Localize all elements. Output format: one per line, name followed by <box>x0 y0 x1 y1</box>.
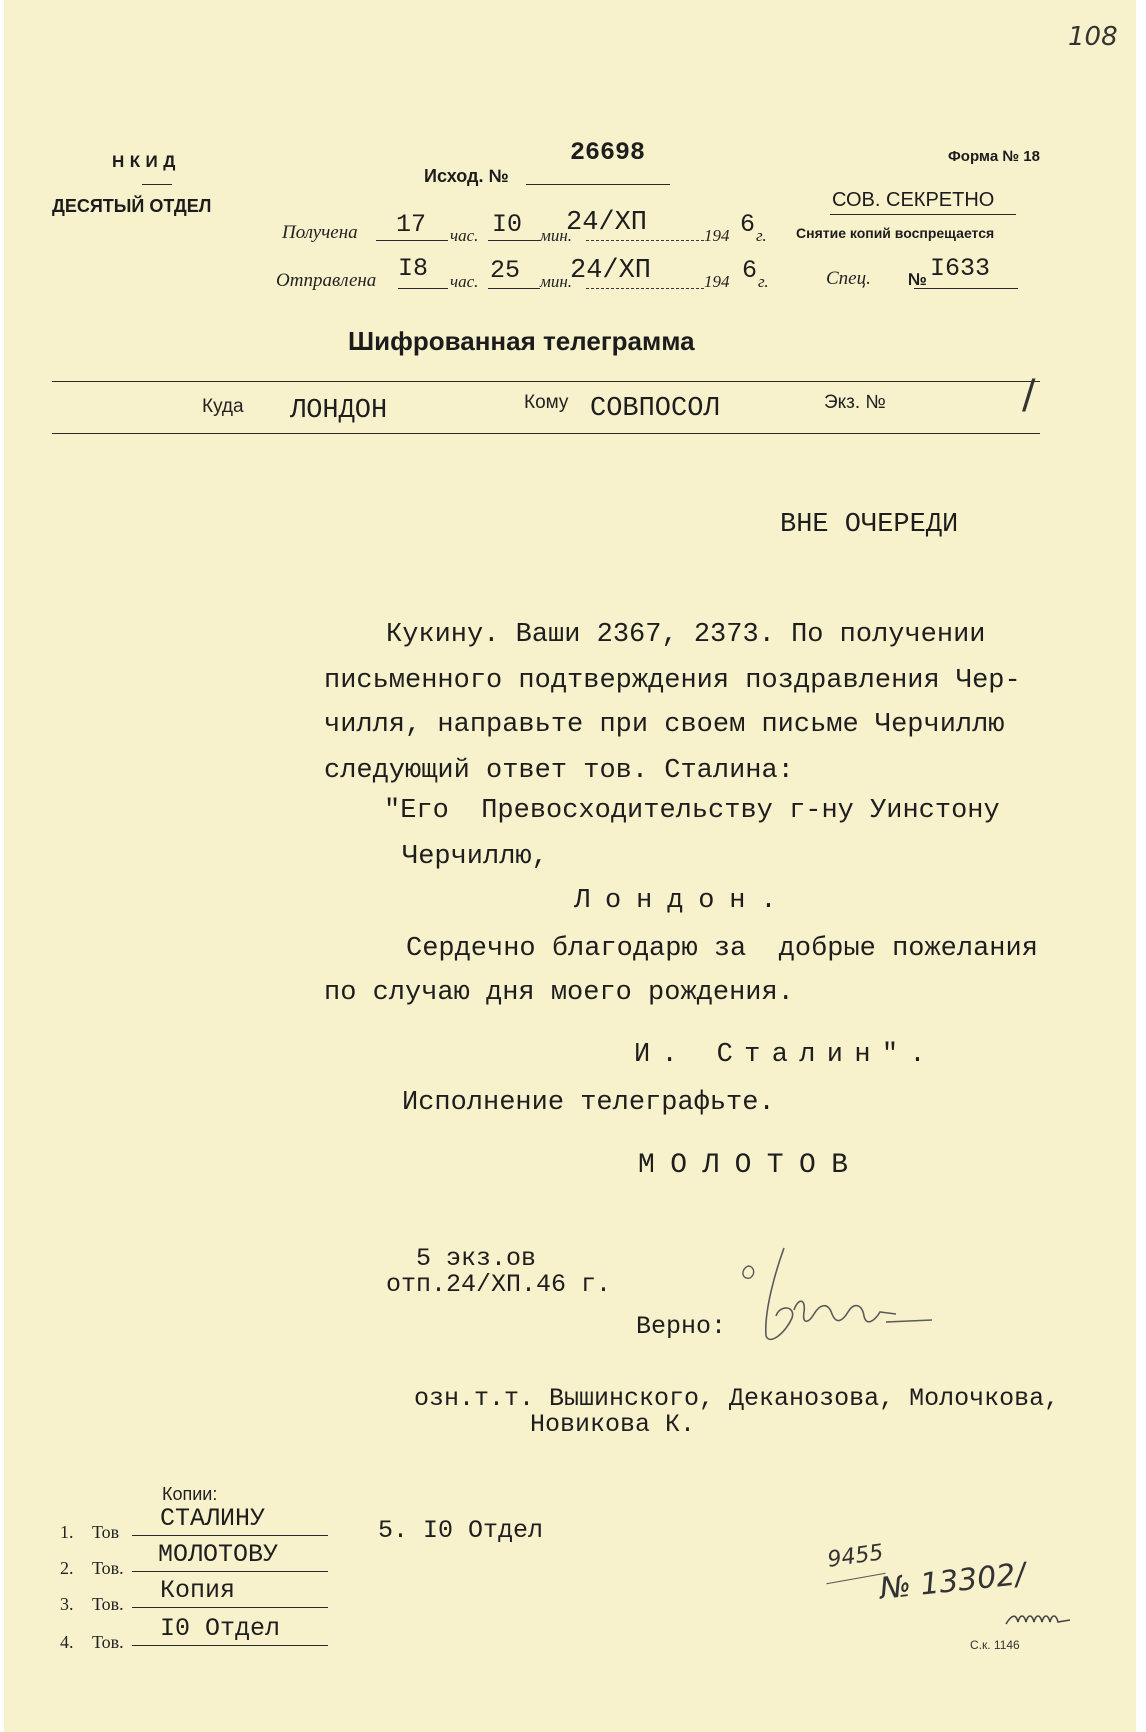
address-rule-top <box>52 381 1040 382</box>
sent-note: отп.24/ХП.46 г. <box>386 1270 612 1299</box>
body-line-2: письменного подтверждения поздравления Чер- <box>324 666 1021 696</box>
received-hour-label: час. <box>450 226 479 245</box>
quote-signature: И. Сталин". <box>634 1040 937 1070</box>
received-min: I0 <box>492 210 523 239</box>
received-date-line <box>586 240 704 241</box>
quote-addressee-1: "Его Превосходительству г-ну Уинстону <box>384 796 1000 826</box>
copy-2-name: МОЛОТОВУ <box>158 1540 279 1569</box>
copy-label: Экз. № <box>824 392 886 413</box>
outgoing-underline <box>526 184 670 185</box>
secrecy-underline <box>830 214 1016 215</box>
received-year-suffix: г. <box>756 226 767 245</box>
quote-line-2: по случаю дня моего рождения. <box>324 978 794 1008</box>
sent-min: 25 <box>490 256 521 285</box>
body-line-3: чилля, направьте при своем письме Черчиллю <box>324 710 1005 740</box>
address-rule-bottom <box>52 433 1040 434</box>
sent-year-suffix: г. <box>758 272 769 291</box>
copy-4-num: 4. <box>60 1632 74 1652</box>
print-mark: С.к. 1146 <box>970 1638 1020 1652</box>
sent-hour-label: час. <box>450 272 479 291</box>
hand-number-1: 9455 <box>826 1540 885 1573</box>
page-number: 108 <box>1068 22 1118 52</box>
sent-date-line <box>586 288 704 289</box>
body-line-4: следующий ответ тов. Сталина: <box>324 756 794 786</box>
spec-underline <box>914 288 1018 289</box>
acquainted-line-1: озн.т.т. Вышинского, Деканозова, Молочкова, <box>414 1384 1060 1413</box>
copy-mark: / <box>1022 372 1036 418</box>
quote-line-1: Сердечно благодарю за добрые пожелания <box>406 934 1038 964</box>
copy-4-name: I0 Отдел <box>160 1614 281 1643</box>
telegram-sheet <box>4 0 1136 1732</box>
received-hour: 17 <box>396 210 427 239</box>
sent-label: Отправлена <box>276 270 377 291</box>
received-min-label: мин. <box>540 226 573 245</box>
spec-number-label: № <box>908 270 927 289</box>
sent-year-digit: 6 <box>742 256 758 285</box>
dept-line1: НКИД <box>112 152 181 171</box>
form-label: Форма № 18 <box>948 148 1040 165</box>
copy-3-num: 3. <box>60 1594 74 1614</box>
verified-signature <box>794 1330 796 1331</box>
received-year-label: 194 <box>704 226 730 245</box>
copy-notice: Снятие копий воспрещается <box>796 225 995 241</box>
received-hour-line <box>376 240 448 241</box>
received-year-digit: 6 <box>740 210 756 239</box>
copy-2-prefix: Тов. <box>92 1558 124 1578</box>
body-line-1: Кукину. Ваши 2367, 2373. По получении <box>386 620 986 650</box>
copy-1-prefix: Тов <box>92 1522 120 1542</box>
spec-number: I633 <box>930 254 991 283</box>
sent-hour: I8 <box>398 254 429 283</box>
instruction: Исполнение телеграфьте. <box>402 1088 775 1118</box>
received-label: Получена <box>282 222 358 243</box>
sent-min-label: мин. <box>540 272 573 291</box>
copy-4-line <box>132 1645 328 1646</box>
copy-1-line <box>132 1535 328 1536</box>
outgoing-label: Исход. № <box>424 166 509 186</box>
outgoing-number: 26698 <box>570 138 646 167</box>
to-whom-label: Кому <box>524 392 569 413</box>
to-place: ЛОНДОН <box>290 396 388 426</box>
sent-hour-line <box>398 288 448 289</box>
copy-3-line <box>132 1607 328 1608</box>
to-place-label: Куда <box>202 396 244 417</box>
received-min-line <box>488 240 540 241</box>
received-date: 24/ХП <box>566 208 648 238</box>
to-whom: СОВПОСОЛ <box>590 394 720 424</box>
acquainted-line-2: Новикова К. <box>530 1410 696 1439</box>
copy-1-num: 1. <box>60 1522 74 1542</box>
copy-5: 5. I0 Отдел <box>378 1516 544 1545</box>
quote-city: Лондон. <box>574 886 792 916</box>
sender-signature: МОЛОТОВ <box>638 1150 864 1181</box>
hand-initials-scribble <box>1004 1596 1074 1630</box>
verified-label: Верно: <box>636 1312 727 1341</box>
copy-2-num: 2. <box>60 1558 74 1578</box>
copy-3-name: Копия <box>160 1576 236 1605</box>
copy-1-name: СТАЛИНУ <box>160 1504 266 1533</box>
secrecy-stamp: СОВ. СЕКРЕТНО <box>832 189 995 211</box>
spec-label: Спец. <box>826 268 871 289</box>
hand-number-1-underline <box>826 1573 885 1584</box>
document-title: Шифрованная телеграмма <box>348 326 695 356</box>
dept-line2: ДЕСЯТЫЙ ОТДЕЛ <box>52 196 212 216</box>
verifier-signature-drawing <box>736 1240 946 1360</box>
priority-marking: ВНЕ ОЧЕРЕДИ <box>780 510 959 540</box>
sent-year-label: 194 <box>704 272 730 291</box>
copy-3-prefix: Тов. <box>92 1594 124 1614</box>
copies-count: 5 экз.ов <box>416 1244 537 1273</box>
dept-divider <box>142 184 172 185</box>
sent-date: 24/ХП <box>570 256 652 286</box>
copies-title: Копии: <box>162 1484 218 1504</box>
quote-addressee-2: Черчиллю, <box>402 842 548 872</box>
sent-min-line <box>488 288 540 289</box>
hand-number-2: № 13302/ <box>878 1556 1028 1607</box>
copy-4-prefix: Тов. <box>92 1632 124 1652</box>
copy-2-line <box>132 1571 328 1572</box>
